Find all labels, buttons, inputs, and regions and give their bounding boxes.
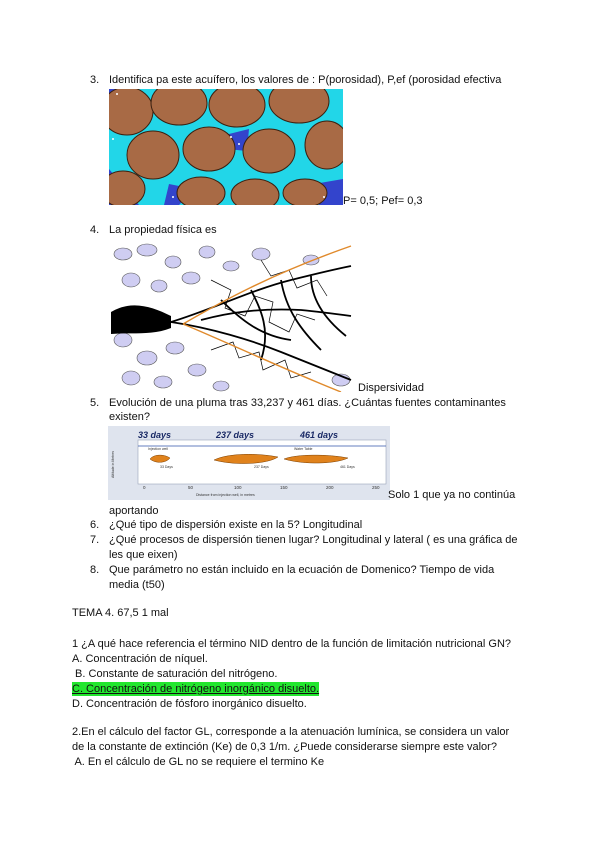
- item-4-number: 4.: [90, 224, 100, 236]
- item-5-line1: Evolución de una pluma tras 33,237 y 461 días. ¿Cuántas fuentes contaminantes: [109, 397, 506, 409]
- dispersivity-image: [111, 240, 357, 392]
- plume-461days-label: 461 Days: [340, 465, 355, 469]
- item-3-number: 3.: [90, 74, 100, 86]
- plume-tick-100: 100: [234, 485, 242, 490]
- item-5-answer-continuation: aportando: [109, 505, 159, 517]
- item-6-number: 6.: [90, 519, 100, 531]
- item-6-text: ¿Qué tipo de dispersión existe en la 5? Longitudinal: [109, 519, 363, 531]
- plume-water-table-label: Water Table: [294, 447, 313, 451]
- question-2-line1: 2.En el cálculo del factor GL, corresponde a la atenuación lumínica, se considera un valor: [72, 726, 510, 738]
- item-7-number: 7.: [90, 534, 100, 546]
- plume-injection-well-label: Injection well: [148, 447, 169, 451]
- item-8-line1: Que parámetro no están incluido en la ecuación de Domenico? Tiempo de vida: [109, 564, 495, 576]
- item-4-answer: Dispersividad: [358, 382, 425, 394]
- plume-day2-label: 237 days: [216, 430, 255, 440]
- plume-tick-250: 250: [372, 485, 380, 490]
- plume-tick-150: 150: [280, 485, 288, 490]
- question-1-option-c-highlighted: C. Concentración de nitrógeno inorgánico disuelto.: [72, 683, 320, 695]
- plume-237days-label: 237 Days: [254, 465, 269, 469]
- item-3-answer: P= 0,5; Pef= 0,3: [343, 195, 423, 207]
- item-4-text: La propiedad física es: [109, 224, 217, 236]
- item-5-number: 5.: [90, 397, 100, 409]
- question-1-option-a: A. Concentración de níquel.: [72, 653, 208, 665]
- item-7-line2: les que eixen): [109, 549, 178, 561]
- plume-day1-label: 33 days: [138, 430, 172, 440]
- plume-ylabel: Altitude in Metres: [111, 450, 115, 478]
- plume-evolution-figure: [108, 426, 390, 500]
- question-2-line2: de la constante de extinción (Ke) de 0,3 1/m. ¿Puede considerarse siempre este valor?: [72, 741, 497, 753]
- aquifer-porosity-image: [109, 89, 343, 205]
- plume-tick-200: 200: [326, 485, 334, 490]
- item-5-line2: existen?: [109, 411, 150, 423]
- item-8-number: 8.: [90, 564, 100, 576]
- plume-xlabel: Distance from injection well, in metres: [196, 493, 255, 497]
- plume-33days-label: 33 Days: [160, 465, 173, 469]
- item-8-line2: media (t50): [109, 579, 165, 591]
- question-1-option-b: B. Constante de saturación del nitrógeno.: [72, 668, 278, 680]
- item-7-line1: ¿Qué procesos de dispersión tienen lugar? Longitudinal y lateral ( es una gráfica de: [109, 534, 518, 546]
- tema-heading: TEMA 4. 67,5 1 mal: [72, 607, 169, 619]
- item-3-text: Identifica pa este acuífero, los valores de : P(porosidad), P,ef (porosidad efectiva: [109, 74, 502, 86]
- plume-day3-label: 461 days: [300, 430, 339, 440]
- plume-tick-50: 50: [188, 485, 194, 490]
- plume-tick-0: 0: [143, 485, 146, 490]
- question-1-option-d: D. Concentración de fósforo inorgánico disuelto.: [72, 698, 307, 710]
- item-5-answer: Solo 1 que ya no continúa: [388, 489, 516, 501]
- question-1-text: 1 ¿A qué hace referencia el término NID dentro de la función de limitación nutricional GN?: [72, 638, 512, 650]
- question-2-option-a: A. En el cálculo de GL no se requiere el termino Ke: [72, 756, 325, 768]
